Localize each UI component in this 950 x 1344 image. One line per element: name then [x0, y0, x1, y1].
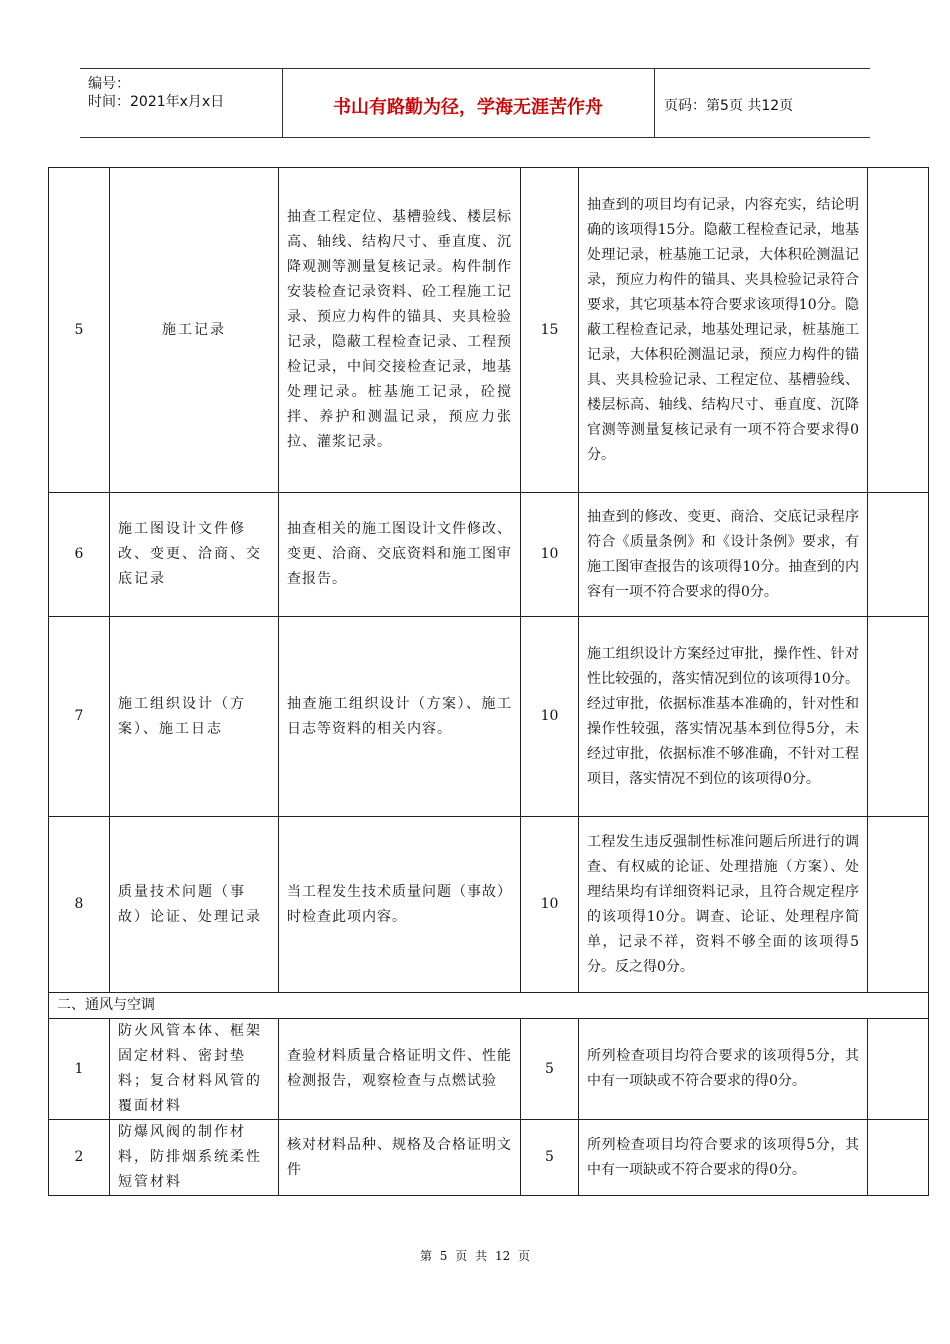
row-remark [868, 493, 929, 617]
row-number: 8 [49, 817, 110, 993]
row-number: 2 [49, 1120, 110, 1196]
page-footer [0, 1247, 950, 1264]
row-score: 5 [521, 1120, 579, 1196]
header-right-cell [654, 69, 870, 137]
row-item: 施工记录 [110, 168, 279, 493]
row-method: 当工程发生技术质量问题（事故）时检查此项内容。 [279, 817, 521, 993]
row-method: 抽查工程定位、基槽验线、楼层标高、轴线、结构尺寸、垂直度、沉降观测等测量复核记录。构件制作安装检查记录资料、砼工程施工记录、预应力构件的锚具、夹具检验记录，隐蔽工程检查记录、工程预检记录，中间交接检查记录，地基处理记录。桩基施工记录，砼搅拌、养护和测温记录，预应力张拉、灌浆记录。 [279, 168, 521, 493]
row-item: 施工图设计文件修改、变更、洽商、交底记录 [110, 493, 279, 617]
row-item: 防爆风阀的制作材料，防排烟系统柔性短管材料 [110, 1120, 279, 1196]
header-center-cell [282, 69, 655, 137]
row-standard: 所列检查项目均符合要求的该项得5分，其中有一项缺或不符合要求的得0分。 [579, 1120, 868, 1196]
row-method: 抽查相关的施工图设计文件修改、变更、洽商、交底资料和施工图审查报告。 [279, 493, 521, 617]
table-row [49, 1019, 929, 1120]
header-page-label: 页码：第5页 共12页 [664, 98, 794, 114]
footer-ye: 页 [455, 1249, 468, 1263]
table-row [49, 493, 929, 617]
row-number: 1 [49, 1019, 110, 1120]
footer-total-pages: 12 [494, 1249, 511, 1263]
footer-ye-2: 页 [518, 1249, 531, 1263]
row-remark [868, 817, 929, 993]
header-motto: 书山有路勤为径，学海无涯苦作舟 [333, 97, 603, 118]
row-standard: 抽查到的项目均有记录，内容充实，结论明确的该项得15分。隐蔽工程检查记录，地基处理记录，桩基施工记录，大体积砼测温记录，预应力构件的锚具、夹具检验记录符合要求，其它项基本符合要求该项得10分。隐蔽工程检查记录，地基处理记录，桩基施工记录，大体积砼测温记录，预应力构件的锚具、夹具检验记录、工程定位、基槽验线、楼层标高、轴线、结构尺寸、垂直度、沉降官测等测量复核记录有一项不符合要求得0分。 [579, 168, 868, 493]
row-item: 质量技术问题（事故）论证、处理记录 [110, 817, 279, 993]
header-left-cell [80, 69, 283, 137]
row-score: 15 [521, 168, 579, 493]
table-row [49, 1120, 929, 1196]
footer-page-number: 5 [439, 1249, 448, 1263]
row-remark [868, 1019, 929, 1120]
table-row [49, 817, 929, 993]
row-item: 施工组织设计（方案）、施工日志 [110, 617, 279, 817]
doc-number-label: 编号： [88, 76, 130, 92]
row-remark [868, 1120, 929, 1196]
row-standard: 工程发生违反强制性标准问题后所进行的调查、有权威的论证、处理措施（方案）、处理结果均有详细资料记录，且符合规定程序的该项得10分。调查、论证、处理程序简单，记录不祥，资料不够全面的该项得5分。反之得0分。 [579, 817, 868, 993]
row-method: 查验材料质量合格证明文件、性能检测报告，观察检查与点燃试验 [279, 1019, 521, 1120]
page-header [80, 68, 870, 138]
row-remark [868, 168, 929, 493]
row-number: 5 [49, 168, 110, 493]
table-row [49, 617, 929, 817]
row-score: 5 [521, 1019, 579, 1120]
row-remark [868, 617, 929, 817]
row-item: 防火风管本体、框架固定材料、密封垫料；复合材料风管的覆面材料 [110, 1019, 279, 1120]
footer-gong: 共 [475, 1249, 488, 1263]
row-number: 7 [49, 617, 110, 817]
row-standard: 施工组织设计方案经过审批，操作性、针对性比较强的，落实情况到位的该项得10分。经过审批，依据标准基本准确的，针对性和操作性较强，落实情况基本到位得5分，未经过审批，依据标准不够准确，不针对工程项目，落实情况不到位的该项得0分。 [579, 617, 868, 817]
footer-di: 第 [419, 1249, 432, 1263]
row-number: 6 [49, 493, 110, 617]
inspection-table [48, 167, 929, 1196]
table-row [49, 168, 929, 493]
row-score: 10 [521, 817, 579, 993]
row-standard: 所列检查项目均符合要求的该项得5分，其中有一项缺或不符合要求的得0分。 [579, 1019, 868, 1120]
row-score: 10 [521, 617, 579, 817]
row-method: 核对材料品种、规格及合格证明文件 [279, 1120, 521, 1196]
row-method: 抽查施工组织设计（方案）、施工日志等资料的相关内容。 [279, 617, 521, 817]
row-score: 10 [521, 493, 579, 617]
doc-time-label: 时间：2021年x月x日 [88, 94, 225, 110]
section-heading: 二、通风与空调 [49, 993, 929, 1019]
section-row [49, 993, 929, 1019]
row-standard: 抽查到的修改、变更、商洽、交底记录程序符合《质量条例》和《设计条例》要求，有施工图审查报告的该项得10分。抽查到的内容有一项不符合要求的得0分。 [579, 493, 868, 617]
